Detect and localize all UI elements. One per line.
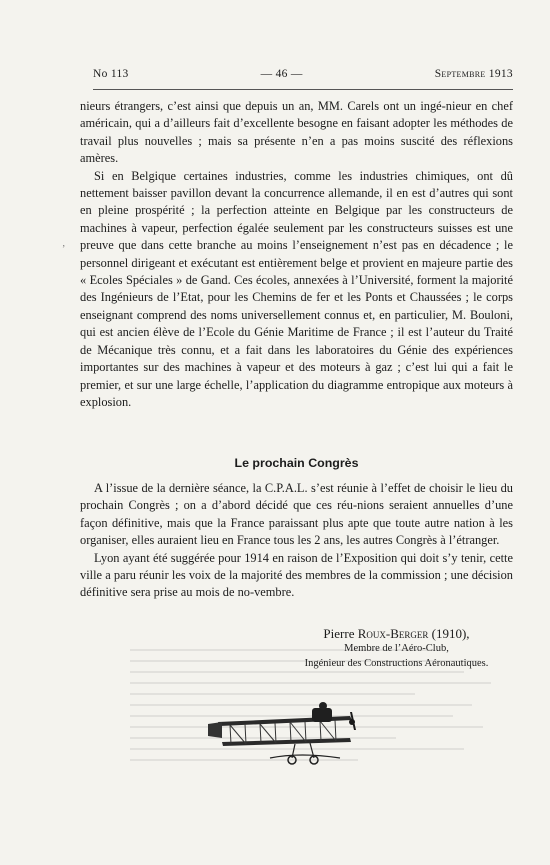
issue-number: No 113 xyxy=(93,68,129,80)
section-paragraph-2: Lyon ayant été suggérée pour 1914 en raison de l’Exposition qui doit s’y tenir, cette ville a paru réunir les voix de la majorité des membres de la commission ; une décision définitive sera prise au mois de no-vembre. xyxy=(80,550,513,600)
paragraph-2: Si en Belgique certaines industries, comme les industries chimiques, ont dû nettement baisser pavillon devant la concurrence allemande, il en est d’autres qui sont en pleine prospérité ; la perfection atteinte en Belgique par les constructeurs de machines à vapeur, perfection égalée seulement par les constructeurs suisses est une preuve que dans cette branche au moins l’enseignement n’est pas en décadence ; le personnel dirigeant et exécutant est entièrement belge et provient en majeure partie des « Ecoles Spéciales » de Gand. Ces écoles, annexées à l’Université, forment la majorité des Ingénieurs de l’Etat, pour les Chemins de fer et les Ponts et Chaussées ; le corps enseignant comprend des noms universellement connus et, en particulier, M. Bouloni, qui est ancien élève de l’Ecole du Génie Maritime de France ; il est l’auteur du Traité de Mécanique très connu, et a fait dans les laboratoires du Génie des expériences importantes sur des machines à vapeur et des moteurs à gaz ; c’est lui qui a fait le premier, et sur une large échelle, l’application du diagramme entropique aux moteurs à explosion. xyxy=(80,168,513,409)
header-rule xyxy=(93,89,513,90)
author-name xyxy=(280,626,513,641)
page-header xyxy=(93,68,513,80)
author-first-name: Pierre xyxy=(323,626,355,641)
section-body xyxy=(80,480,513,602)
section-paragraph-1: A l’issue de la dernière séance, la C.P.A.L. s’est réunie à l’effet de choisir le lieu du prochain Congrès ; on a d’abord décidé que ces réu-nions seraient annuelles d’une façon définitive, mais que la France paraissant plus apte que toute autre nation à les organiser, elles auraient lieu en France tous les 2 ans, les autres Congrès à l’étranger. xyxy=(80,481,513,548)
paragraph-1: nieurs étrangers, c’est ainsi que depuis un an, MM. Carels ont un ingé-nieur en chef américain, qui a d’ailleurs fait d’excellente besogne en faisant adopter les méthodes de travail plus nouvelles ; mais sa présente n’en a pas moins suscité des réflexions amères. xyxy=(80,99,513,166)
biplane-illustration-icon xyxy=(200,694,400,774)
issue-date: Septembre 1913 xyxy=(434,68,513,80)
section-title: Le prochain Congrès xyxy=(234,456,359,470)
author-title: Ingénieur des Constructions Aéronautiques. xyxy=(304,658,489,669)
page-number: — 46 — xyxy=(260,68,303,80)
margin-mark: ’ xyxy=(62,244,66,255)
signature-block xyxy=(280,626,513,671)
author-year: (1910), xyxy=(431,626,470,641)
author-affiliation: Membre de l’Aéro-Club, xyxy=(344,643,449,654)
author-last-name: Roux-Berger xyxy=(357,626,429,641)
article-body xyxy=(80,98,513,411)
